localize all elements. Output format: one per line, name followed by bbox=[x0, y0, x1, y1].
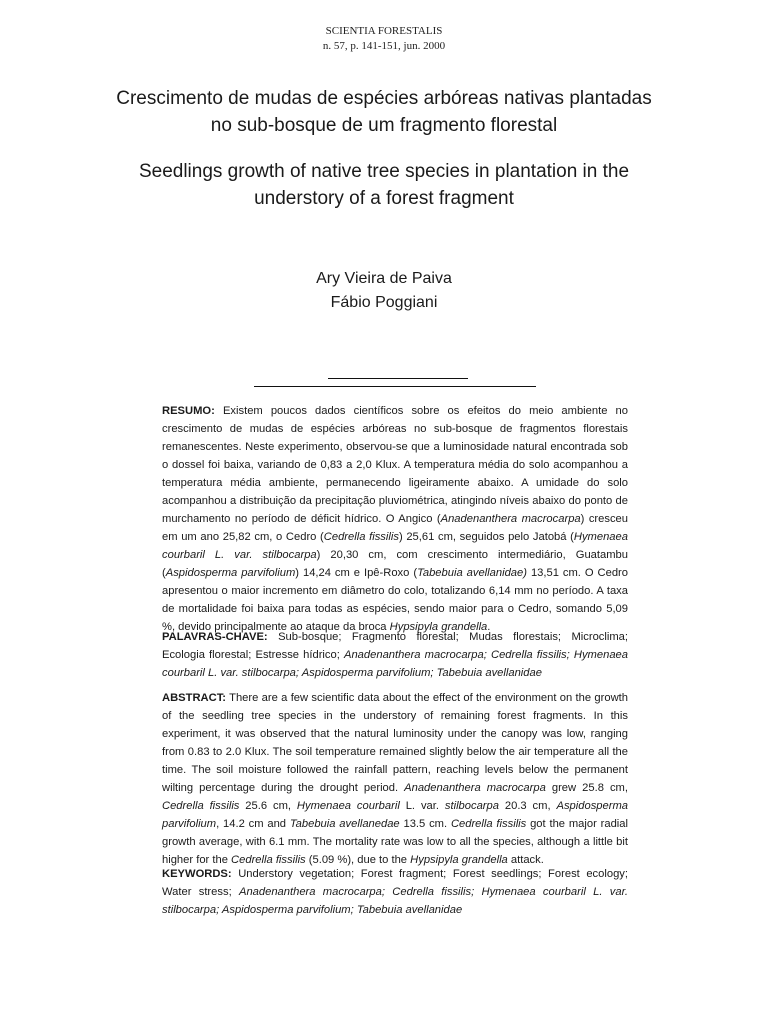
journal-name: SCIENTIA FORESTALIS bbox=[325, 25, 443, 37]
journal-header bbox=[0, 24, 768, 54]
resumo-text: ) 20,30 cm, com crescimento intermediário, Guatambu ( bbox=[162, 549, 628, 579]
species-name: Anadenanthera macrocarpa bbox=[404, 782, 546, 794]
resumo-text: 13,51 cm. O Cedro apresentou o maior incremento em diâmetro do colo, totalizando 6,14 mm no período. A taxa de mortalidade foi baixa para todas as espécies, sendo maior para o Cedro, somando 5,09 %, devido principalmente ao ataque da broca bbox=[162, 567, 628, 633]
abstract-text: L. var. bbox=[399, 800, 445, 812]
species-names: Anadenanthera macrocarpa; Cedrella fissilis; Hymenaea courbaril L. var. stilbocarpa; Aspidosperma parvifolium; Tabebuia avellanidae bbox=[162, 649, 628, 679]
palavras-chave-text: Sub-bosque; Fragmento florestal; Mudas florestais; Microclima; Ecologia florestal; Estresse hídrico; bbox=[162, 631, 628, 661]
species-names: Anadenanthera macrocarpa; Cedrella fissilis; Hymenaea courbaril L. var. stilbocarpa; Aspidosperma parvifolium; Tabebuia avellanidae bbox=[162, 886, 628, 916]
resumo-text: Existem poucos dados científicos sobre os efeitos do meio ambiente no crescimento de mudas de espécies arbóreas no sub-bosque de fragmentos florestais remanescentes. Neste experimento, observou-se que a luminosidade natural encontrada sob o dossel foi baixa, variando de 0,83 a 2,0 Klux. A temperatura média do solo acompanhou a temperatura média ambiente, permanecendo ligeiramente abaixo. A umidade do solo acompanhou a distribuição da precipitação pluviométrica, atingindo níveis abaixo do ponto de murchamento no período de déficit hídrico. O Angico ( bbox=[162, 405, 628, 525]
abstract-text: grew 25.8 cm, bbox=[545, 782, 628, 794]
abstract-text: There are a few scientific data about the effect of the environment on the growth of the seedling tree species in the understory of remaining forest fragments. In this experiment, it was observed that the natural luminosity under the canopy was low, ranging from 0.83 to 2.0 Klux. The soil temperature remained slightly below the air temperature all the time. The soil moisture followed the rainfall pattern, reaching levels below the permanent wilting percentage during the drought period. bbox=[162, 692, 628, 794]
abstract-text: 20.3 cm, bbox=[498, 800, 557, 812]
abstract-label: ABSTRACT: bbox=[162, 692, 227, 704]
species-name: Hymenaea courbaril bbox=[296, 800, 400, 812]
authors bbox=[0, 267, 768, 315]
title-en-line2: understory of a forest fragment bbox=[254, 188, 514, 209]
resumo-label: RESUMO: bbox=[162, 405, 215, 417]
title-english bbox=[84, 158, 684, 212]
palavras-chave-paragraph bbox=[162, 628, 628, 682]
species-name: Cedrella fissilis bbox=[231, 854, 306, 866]
abstract-text: got the major radial growth average, with 6.1 mm. The mortality rate was low to all the species, although a little bit higher for the bbox=[162, 818, 629, 866]
abstract-text: attack. bbox=[507, 854, 544, 866]
palavras-chave-label: PALAVRAS-CHAVE: bbox=[162, 631, 268, 643]
title-en-line1: Seedlings growth of native tree species in plantation in the bbox=[138, 161, 630, 182]
resumo-paragraph bbox=[162, 402, 628, 636]
species-name: Cedrella fissilis bbox=[162, 800, 240, 812]
resumo-text: . bbox=[487, 621, 491, 633]
keywords-label: KEYWORDS: bbox=[162, 868, 232, 880]
species-name: Hypsipyla grandella bbox=[389, 621, 488, 633]
author-1: Ary Vieira de Paiva bbox=[316, 270, 452, 287]
species-name: Cedrella fissilis bbox=[450, 818, 527, 830]
title-portuguese bbox=[84, 85, 684, 139]
title-pt-line2: no sub-bosque de um fragmento florestal bbox=[210, 115, 558, 136]
species-name: Hypsipyla grandella bbox=[410, 854, 508, 866]
title-pt-line1: Crescimento de mudas de espécies arbóreas nativas plantadas bbox=[116, 88, 652, 109]
species-name: Aspidosperma parvifolium bbox=[165, 567, 296, 579]
journal-issue: n. 57, p. 141-151, jun. 2000 bbox=[322, 40, 446, 52]
resumo-text: ) 14,24 cm e Ipê-Roxo ( bbox=[295, 567, 418, 579]
abstract-text: (5.09 %), due to the bbox=[305, 854, 411, 866]
keywords-text: Understory vegetation; Forest fragment; Forest seedlings; Forest ecology; Water stress; bbox=[162, 868, 628, 898]
species-name: Cedrella fissilis bbox=[323, 531, 399, 543]
divider-short bbox=[328, 378, 468, 379]
species-name: Tabebuia avellanidae) bbox=[417, 567, 527, 579]
abstract-text: 25.6 cm, bbox=[239, 800, 297, 812]
keywords-paragraph bbox=[162, 865, 628, 919]
species-name: stilbocarpa bbox=[444, 800, 499, 812]
author-2: Fábio Poggiani bbox=[330, 294, 438, 311]
resumo-text: ) 25,61 cm, seguidos pelo Jatobá ( bbox=[398, 531, 574, 543]
abstract-paragraph bbox=[162, 689, 628, 869]
divider-long bbox=[254, 386, 536, 387]
species-name: Aspidosperma parvifolium bbox=[162, 800, 628, 830]
abstract-text: 13.5 cm. bbox=[399, 818, 451, 830]
abstract-text: , 14.2 cm and bbox=[216, 818, 290, 830]
species-name: Anadenanthera macrocarpa bbox=[440, 513, 581, 525]
species-name: Tabebuia avellanedae bbox=[289, 818, 400, 830]
species-name: Hymenaea courbaril L. var. stilbocarpa bbox=[162, 531, 628, 561]
resumo-text: ) cresceu em um ano 25,82 cm, o Cedro ( bbox=[162, 513, 628, 543]
